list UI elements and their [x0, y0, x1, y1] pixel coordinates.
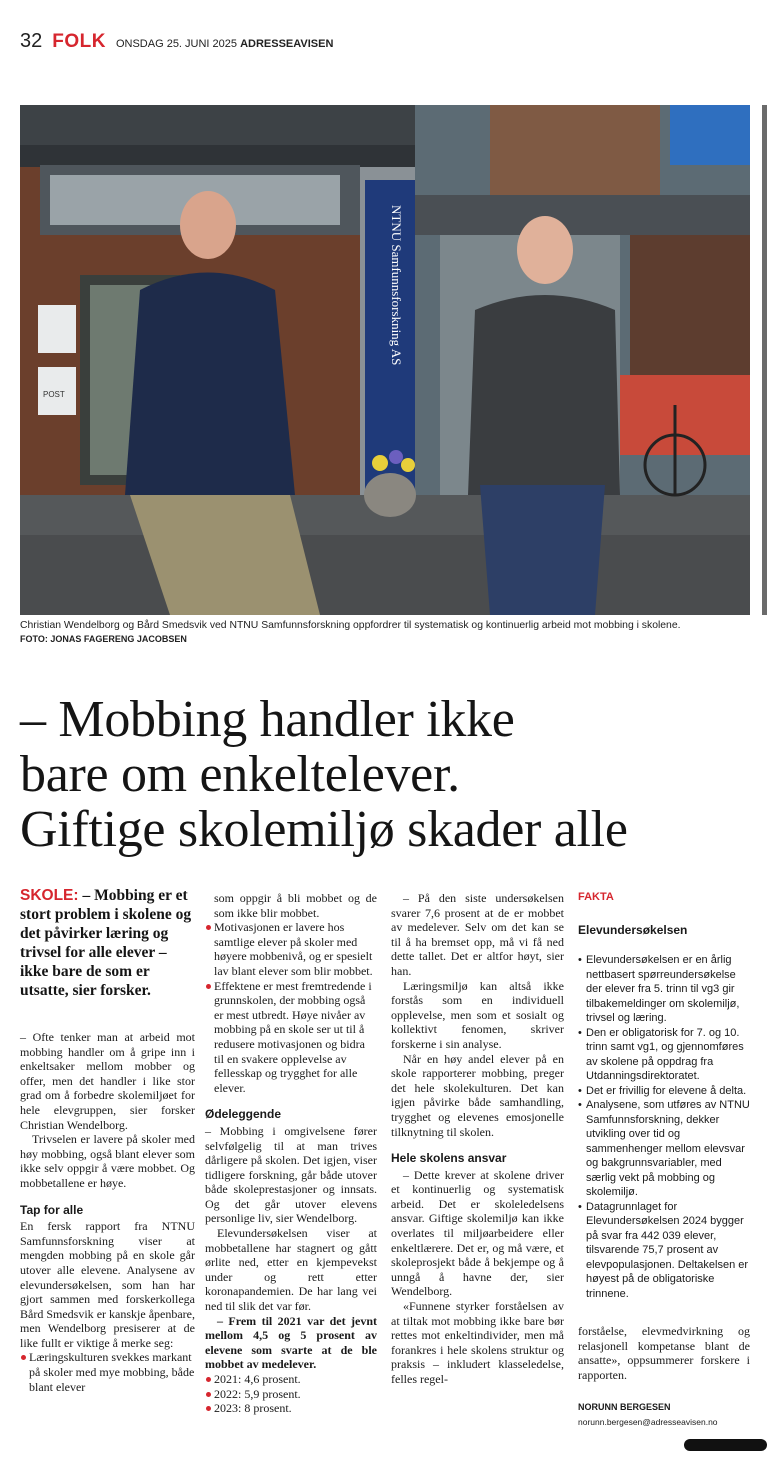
headline-line-1: – Mobbing handler ikke — [20, 691, 515, 748]
headline-line-3: Giftige skolemiljø skader alle — [20, 801, 628, 858]
fakta-item: • Datagrunnlaget for Elevundersøkelsen 2024 bygger på svar fra 442 039 elever, tilsvarende 75,7 prosent av elevpopulasjonen. Deltakelsen er høyest på de obligatoriske trinnene. — [578, 1200, 753, 1302]
section-label: FOLK — [52, 31, 106, 52]
body-paragraph: – Ofte tenker man at arbeid mot mobbing handler om å gripe inn i enkeltsaker mellom mobber og offer, men det handler i like stor grad om å forbedre skolemiljøet for hele elevgruppen, sier forsker Christian Wendelborg. — [20, 1030, 195, 1132]
bullet-item: Læringskulturen svekkes markant på skoler med mye mobbing, både blant elever — [20, 1350, 195, 1394]
photo-caption: Christian Wendelborg og Bård Smedsvik ved NTNU Samfunnsforskning oppfordrer til systematisk og kontinuerlig arbeid mot mobbing i skolene. — [20, 620, 681, 631]
fakta-box — [578, 890, 753, 1301]
stat-item: 2023: 8 prosent. — [205, 1401, 377, 1416]
column-1 — [20, 886, 195, 1394]
body-paragraph: Læringsmiljø kan altså ikke forstås som en individuell opplevelse, men som et sosialt og kollektivt fenomen, skriver forskerne i sin analyse. — [391, 978, 564, 1051]
body-paragraph: Elevundersøkelsen viser at mobbetallene har stagnert og gått ørlite ned, etter en kjempevekst under og rett etter koronapandemien. De har lang vei ned til slik det var før. — [205, 1226, 377, 1314]
bullet-list — [205, 920, 377, 1095]
stat-item: 2021: 4,6 prosent. — [205, 1372, 377, 1387]
fakta-title: Elevundersøkelsen — [578, 922, 688, 937]
headline — [20, 692, 760, 857]
body-paragraph: Når en høy andel elever på en skole rapporterer mobbing, preger det hele skolekulturen. Det kan igjen påvirke både samhandling, trygghet og elevenes emosjonelle tilknytning til skolen. — [391, 1051, 564, 1139]
subheading: Hele skolens ansvar — [391, 1151, 507, 1166]
fakta-tag: FAKTA — [578, 891, 614, 903]
adjacent-page-text-edge — [760, 620, 767, 1440]
lead-text: – Mobbing er et stort problem i skolene og det påvirker læring og trivsel for alle elever – ikke bare de som er utsatte, sier forsker. — [20, 887, 192, 999]
fakta-list — [578, 953, 753, 1301]
paper-name: ADRESSEAVISEN — [240, 38, 334, 50]
body-paragraph: – På den siste undersøkelsen svarer 7,6 prosent at de er mobbet av medelever. Selv om det kan se til å ha bremset opp, må vi få ned dette tallet. Det er altfor høyt, sier han. — [391, 891, 564, 978]
body-paragraph-bold: – Frem til 2021 var det jevnt mellom 4,5 og 5 prosent av elevene som svarte at de ble mobbet av medelever. — [205, 1313, 377, 1372]
subheading: Ødeleggende — [205, 1107, 282, 1122]
column-4 — [578, 1324, 750, 1430]
column-3 — [391, 891, 564, 1387]
body-paragraph: forståelse, elevmedvirkning og relasjonell kompetanse blant de ansatte», oppsummerer forskere i rapporten. — [578, 1324, 750, 1382]
fakta-item: • Den er obligatorisk for 7. og 10. trinn samt vg1, og gjennomføres av skolene på oppdrag fra Utdanningsdirektoratet. — [578, 1026, 753, 1084]
issue-date: ONSDAG 25. JUNI 2025 ADRESSEAVISEN — [115, 38, 334, 50]
byline: NORUNN BERGESEN — [578, 1402, 671, 1413]
byline-email[interactable]: norunn.bergesen@adresseavisen.no — [578, 1416, 718, 1427]
column-2 — [205, 891, 377, 1416]
stats-list — [205, 1372, 377, 1416]
photo-credit: FOTO: JONAS FAGERENG JACOBSEN — [20, 634, 187, 644]
subheading: Tap for alle — [20, 1202, 84, 1217]
photo-scene — [20, 105, 750, 615]
bullet-item: Effektene er mest fremtredende i grunnskolen, der mobbing også er mest utbredt. Høye nivåer av mobbing på en skole ser ut til å redusere motivasjonen og bidra til en svakere opplevelse av fellesskap og trygghet for alle elever. — [205, 979, 377, 1096]
body-paragraph: Trivselen er lavere på skoler med høy mobbing, også blant elever som ikke selv oppgir å være mobbet. Og mobbetallene er høye. — [20, 1132, 195, 1190]
lead-paragraph — [20, 886, 195, 1000]
page-header — [20, 30, 333, 54]
article-photo — [20, 105, 750, 615]
bullet-continuation: som oppgir å bli mobbet og de som ikke blir mobbet. — [214, 891, 377, 920]
lead-kicker: SKOLE: — [20, 887, 79, 904]
fakta-item: • Det er frivillig for elevene å delta. — [578, 1084, 753, 1099]
body-paragraph: – Mobbing i omgivelsene fører selvfølgelig til at man trives dårligere på skolen. Det igjen, viser tidligere forskning, går både utover både skoleprestasjoner og innsats. Og det går utover elevens personlige liv, sier Wendelborg. — [205, 1123, 377, 1226]
bullet-item: Motivasjonen er lavere hos samtlige elever på skoler med høyere mobbenivå, og er spesielt lav blant elever som blir mobbet. — [205, 920, 377, 978]
bullet-list — [20, 1350, 195, 1394]
body-paragraph: En fersk rapport fra NTNU Samfunnsforskning viser at mengden mobbing på en skole går utover alle elevene. Analysene av elevundersøkelsen, som han har gjort sammen med forskerkollega Bård Smedsvik er kanskje åpenbare, men Wendelborg presiserer at de like fullt er viktige å merke seg: — [20, 1219, 195, 1350]
scroll-indicator[interactable] — [684, 1439, 767, 1451]
page-number: 32 — [20, 30, 43, 52]
body-paragraph: – Dette krever at skolene driver et kontinuerlig og systematisk arbeid. Det er skoleledelsens ansvar. Giftige skolemiljø kan ikke overlates til miljøarbeidere eller enkeltlærere. Det er, og må være, et skoleprosjekt både å bekjempe og å unngå å havne der, sier Wendelborg. — [391, 1167, 564, 1299]
fakta-item: • Elevundersøkelsen er en årlig nettbasert spørreundersøkelse der elever fra 5. trinn til vg3 gir tilbakemeldinger om skolemiljø, trivsel og læring. — [578, 953, 753, 1026]
mailbox-label: POST — [43, 390, 65, 399]
building-sign: NTNU Samfunnsforskning AS — [389, 205, 404, 366]
body-paragraph: «Funnene styrker forståelsen av at tiltak mot mobbing ikke bare bør rettes mot enkeltindivider, men må forankres i hele skolens struktur og praksis – inkludert klasseledelse, felles regel- — [391, 1299, 564, 1386]
stat-item: 2022: 5,9 prosent. — [205, 1387, 377, 1402]
fakta-item: • Analysene, som utføres av NTNU Samfunnsforskning, dekker utvikling over tid og sammenhenger mellom elevsvar og bakgrunnsvariabler, med særlig vekt på mobbing og skolemiljø. — [578, 1098, 753, 1200]
adjacent-page-edge — [762, 105, 767, 615]
headline-line-2: bare om enkeltelever. — [20, 746, 460, 803]
